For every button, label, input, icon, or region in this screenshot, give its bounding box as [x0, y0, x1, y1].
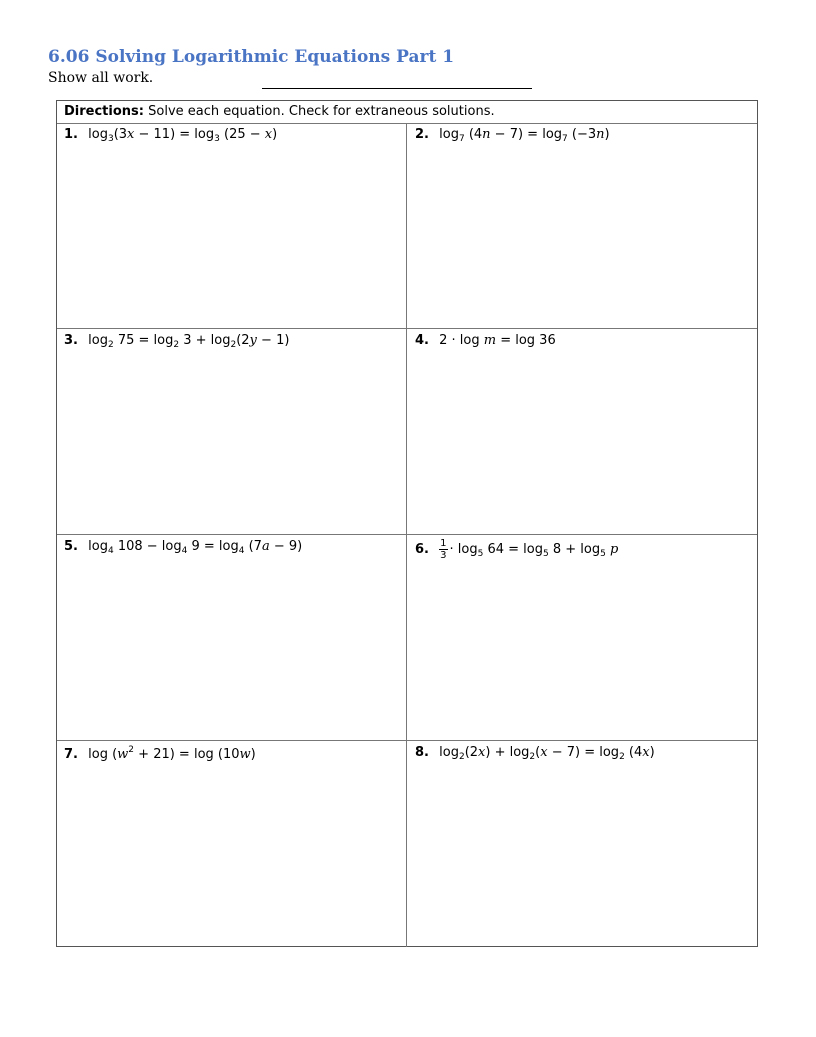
problem-equation: $\log (w^2 + 21) = \log (10w)$	[88, 745, 256, 762]
instruction-text: Show all work.	[48, 70, 154, 86]
problem-number: 8.	[415, 745, 429, 760]
problem-3	[64, 333, 289, 348]
problem-4	[415, 333, 556, 348]
problem-equation: $\log_4 108 - \log_4 9 = \log_4 (7a - 9)$	[88, 539, 303, 556]
problem-table	[56, 100, 758, 947]
page-title: 6.06 Solving Logarithmic Equations Part 1	[48, 47, 455, 67]
problem-cell-3[interactable]	[57, 329, 407, 535]
problem-equation: 2 · log m = log 36	[439, 333, 556, 348]
problem-number: 3.	[64, 333, 78, 348]
problem-number: 5.	[64, 539, 78, 554]
directions-label: Directions:	[64, 104, 144, 119]
problem-cell-7[interactable]	[57, 741, 407, 947]
problem-equation: $\log_3(3x - 11) = \log_3 (25 - x)$	[88, 127, 278, 144]
problem-number: 2.	[415, 127, 429, 142]
problem-equation: $\log_2(2x) + \log_2(x - 7) = \log_2 (4x)$	[439, 745, 655, 762]
problem-7	[64, 747, 256, 762]
problem-2	[415, 127, 610, 142]
problem-equation: $\log_2 75 = \log_2 3 + \log_2(2y - 1)$	[88, 333, 290, 350]
problem-grid	[57, 123, 757, 947]
problem-1	[64, 127, 277, 142]
problem-5	[64, 539, 302, 554]
problem-equation: $\log_7 (4n - 7) = \log_7 (-3n)$	[439, 127, 610, 144]
problem-number: 4.	[415, 333, 429, 348]
directions-text: Solve each equation. Check for extraneous solutions.	[148, 104, 495, 119]
problem-cell-8[interactable]	[407, 741, 757, 947]
problem-number: 6.	[415, 542, 429, 557]
problem-equation: $\frac{1}{3}$ · $\log_5 64 = \log_5 8 + \log_5 p$	[440, 538, 619, 561]
problem-cell-2[interactable]	[407, 123, 757, 329]
problem-number: 1.	[64, 127, 78, 142]
problem-cell-1[interactable]	[57, 123, 407, 329]
name-line	[262, 88, 532, 89]
directions-row	[57, 101, 757, 124]
fraction-one-third: $\frac{1}{3}$	[440, 538, 447, 561]
problem-number: 7.	[64, 747, 78, 762]
problem-cell-6[interactable]	[407, 535, 757, 741]
problem-6	[415, 538, 618, 561]
problem-8	[415, 745, 655, 760]
problem-cell-5[interactable]	[57, 535, 407, 741]
problem-cell-4[interactable]	[407, 329, 757, 535]
